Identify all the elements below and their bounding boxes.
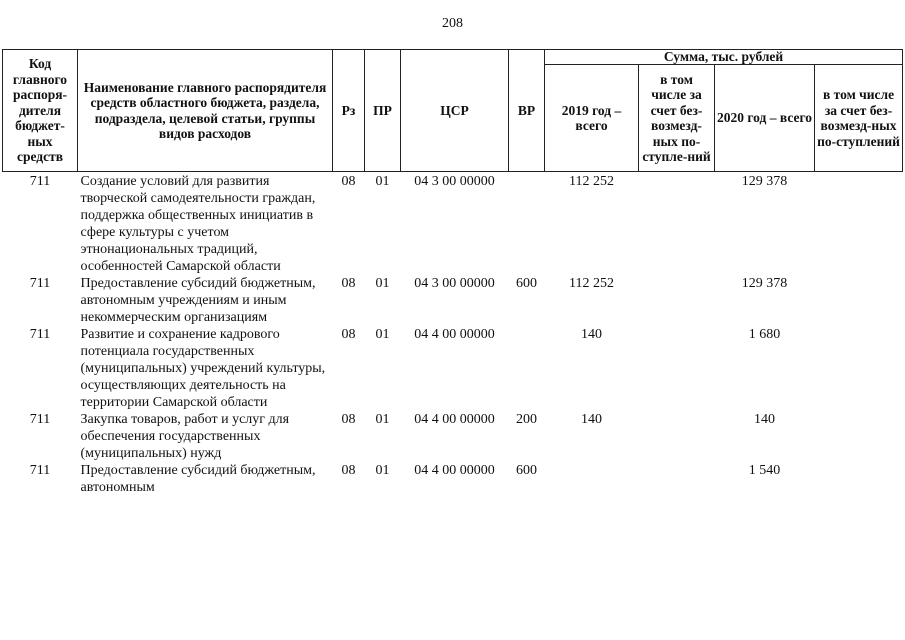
cell-rz: 08 xyxy=(341,327,356,342)
cell-2020-free xyxy=(815,411,903,462)
cell-2019-total: 112 252 xyxy=(569,276,614,291)
cell-2019-free xyxy=(639,411,715,462)
page-number: 208 xyxy=(442,16,463,31)
cell-code: 711 xyxy=(29,174,51,189)
cell-2019-total: 140 xyxy=(581,412,602,427)
table-row xyxy=(3,275,903,326)
cell-rz: 08 xyxy=(341,276,356,291)
cell-vr xyxy=(509,172,545,276)
cell-csr: 04 4 00 00000 xyxy=(414,412,495,427)
cell-rz: 08 xyxy=(341,412,356,427)
cell-vr: 600 xyxy=(516,463,537,478)
table-row xyxy=(3,172,903,276)
cell-name: Развитие и сохранение кадрового потенциала государственных (муниципальных) учреждений культуры, осуществляющих деятельность на территории Самарской области xyxy=(80,327,326,410)
budget-table xyxy=(2,49,903,496)
cell-pr: 01 xyxy=(375,327,390,342)
cell-2020-free xyxy=(815,172,903,276)
cell-2020-free xyxy=(815,462,903,496)
cell-2019-total: 140 xyxy=(581,327,602,342)
cell-code: 711 xyxy=(29,276,51,291)
cell-vr: 200 xyxy=(516,412,537,427)
cell-rz: 08 xyxy=(341,174,356,189)
cell-csr: 04 3 00 00000 xyxy=(414,174,495,189)
cell-code: 711 xyxy=(29,412,51,427)
cell-pr: 01 xyxy=(375,174,390,189)
header-vr: ВР xyxy=(509,50,545,172)
cell-pr: 01 xyxy=(375,276,390,291)
cell-csr: 04 3 00 00000 xyxy=(414,276,495,291)
header-2020-free: в том числе за счет без-возмезд-ных по-ступлений xyxy=(815,65,903,172)
cell-2020-total: 1 540 xyxy=(748,463,781,478)
cell-code: 711 xyxy=(29,463,51,478)
cell-2019-free xyxy=(639,275,715,326)
cell-name: Предоставление субсидий бюджетным, автономным учреждениям и иным некоммерческим организациям xyxy=(80,276,316,325)
cell-name: Создание условий для развития творческой самодеятельности граждан, поддержка общественных инициатив в сфере культуры с учетом этнонациональных традиций, особенностей Самарской области xyxy=(80,174,316,274)
cell-2019-total xyxy=(545,462,639,496)
cell-csr: 04 4 00 00000 xyxy=(414,463,495,478)
cell-2020-total: 129 378 xyxy=(741,276,788,291)
header-pr: ПР xyxy=(365,50,401,172)
cell-2020-free xyxy=(815,326,903,411)
cell-vr: 600 xyxy=(516,276,537,291)
cell-vr xyxy=(509,326,545,411)
cell-2020-total: 140 xyxy=(754,412,775,427)
cell-pr: 01 xyxy=(375,412,390,427)
header-sum: Сумма, тыс. рублей xyxy=(545,50,903,65)
cell-rz: 08 xyxy=(341,463,356,478)
cell-2019-free xyxy=(639,462,715,496)
header-2019-free: в том числе за счет без-возмезд-ных по-ступле-ний xyxy=(639,65,715,172)
cell-2020-total: 1 680 xyxy=(748,327,781,342)
header-name: Наименование главного распорядителя средств областного бюджета, раздела, подраздела, целевой статьи, группы видов расходов xyxy=(78,50,333,172)
header-code: Код главного распоря-дителя бюджет-ных средств xyxy=(3,50,78,172)
cell-code: 711 xyxy=(29,327,51,342)
header-rz: Рз xyxy=(333,50,365,172)
cell-name: Закупка товаров, работ и услуг для обеспечения государственных (муниципальных) нужд xyxy=(80,412,290,461)
cell-2019-free xyxy=(639,172,715,276)
cell-name: Предоставление субсидий бюджетным, автономным xyxy=(80,463,316,495)
table-row xyxy=(3,326,903,411)
cell-pr: 01 xyxy=(375,463,390,478)
header-2019-total: 2019 год – всего xyxy=(545,65,639,172)
table-row xyxy=(3,462,903,496)
cell-2019-free xyxy=(639,326,715,411)
cell-2020-total: 129 378 xyxy=(741,174,788,189)
table-row xyxy=(3,411,903,462)
header-2020-total: 2020 год – всего xyxy=(715,65,815,172)
cell-2020-free xyxy=(815,275,903,326)
cell-2019-total: 112 252 xyxy=(569,174,614,189)
header-csr: ЦСР xyxy=(401,50,509,172)
cell-csr: 04 4 00 00000 xyxy=(414,327,495,342)
